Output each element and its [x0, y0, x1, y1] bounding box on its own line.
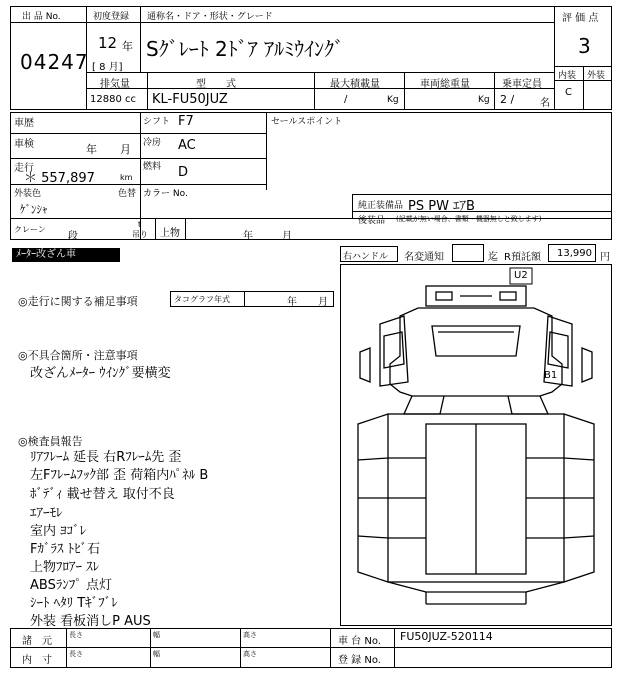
dims-label: 諸 元	[22, 636, 52, 647]
inspector-line: 左Fﾌﾚｰﾑﾌｯｸ部 歪 荷箱内ﾊﾟﾈﾙ B	[30, 468, 209, 483]
color-no-label: カラー No.	[143, 189, 188, 199]
crane-ton-t: t	[138, 220, 142, 229]
lot-no-label: 出 品 No.	[22, 12, 61, 22]
displacement: 12880 cc	[90, 94, 136, 105]
inspector-line: ﾘｱﾌﾚｰﾑ 延長 右Rﾌﾚｰﾑ先 歪	[30, 450, 182, 465]
inspector-line: 上物ﾌﾛｱｰ ｽﾚ	[30, 560, 100, 575]
fuel-label: 燃料	[143, 162, 162, 172]
inspector-line: 室内 ﾖｺﾞﾚ	[30, 524, 87, 539]
tacho-label: タコグラフ年式	[174, 295, 230, 304]
interior-label: 内装	[558, 71, 577, 81]
inspector-line: Fｶﾞﾗｽ ﾄﾋﾞ石	[30, 542, 101, 557]
gross-weight-label: 車両総重量	[420, 79, 470, 90]
km-unit: km	[120, 173, 133, 182]
platform-label: 上物	[160, 228, 180, 239]
max-load-label: 最大積載量	[330, 79, 380, 90]
shift: F7	[178, 114, 194, 129]
inspector-line: ｴｱｰﾓﾚ	[30, 506, 63, 521]
model-label: 型 式	[196, 79, 236, 90]
shift-label: シフト	[143, 117, 171, 127]
driving-notes-title: ◎走行に関する補足事項	[18, 295, 138, 308]
registration-label: 登 録 No.	[338, 655, 381, 666]
inspector-line: ﾎﾞﾃﾞｨ 載せ替え 取付不良	[30, 487, 175, 502]
vehicle-name: Sｸﾞﾚｰﾄ 2ﾄﾞｱ ｱﾙﾐｳｲﾝｸﾞ	[146, 37, 345, 61]
score-label: 評 価 点	[562, 13, 599, 24]
reg-month: [ 8 月]	[92, 62, 123, 73]
footer-box	[10, 628, 612, 668]
interior-grade: C	[565, 87, 572, 98]
reg-year: 12	[98, 34, 118, 52]
tacho-year-unit: 年	[287, 297, 297, 308]
width-label: 幅	[153, 631, 160, 639]
displacement-label: 排気量	[100, 79, 130, 90]
color: ｹﾞﾝｼｬ	[20, 203, 48, 216]
name-change-box	[452, 244, 484, 262]
first-reg-label: 初度登録	[93, 12, 130, 22]
vehicle-name-label: 通称名・ドア・形状・グレード	[147, 12, 273, 22]
yen-unit: 円	[600, 252, 610, 263]
inspector-line: 外装 看板消しP AUS	[30, 614, 151, 629]
score: 3	[578, 34, 591, 58]
platform-month-unit: 月	[282, 231, 292, 242]
damage-mark-u2: U2	[514, 270, 528, 281]
height-label: 高さ	[243, 650, 257, 658]
damage-mark-b1: B1	[544, 370, 558, 381]
right-hand-drive: 右ハンドル	[343, 252, 389, 262]
max-load-slash: /	[344, 94, 348, 105]
r-estimate-label: R預託額	[504, 252, 541, 263]
interior-dims-label: 内 寸	[22, 655, 52, 666]
length-label: 長さ	[69, 650, 83, 658]
equipment-label: 純正装備品	[358, 201, 404, 211]
chassis-label: 車 台 No.	[338, 636, 381, 647]
color-change-label: 色替	[118, 189, 137, 199]
color-label: 外装色	[14, 189, 42, 199]
inspection-month-unit: 月	[120, 143, 131, 156]
chassis-no: FU50JUZ-520114	[400, 630, 493, 643]
name-change-label: 名変通知	[404, 252, 444, 263]
defects-title: ◎不具合箇所・注意事項	[18, 349, 138, 362]
model: KL-FU50JUZ	[152, 92, 228, 107]
defects-text: 改ざんﾒｰﾀｰ ｳｲﾝｸﾞ要横変	[30, 366, 171, 381]
truck-diagram	[340, 264, 612, 626]
gross-weight-unit: Kg	[478, 95, 490, 105]
mileage: ＊ 557,897	[24, 171, 95, 186]
capacity-value: 2 /	[500, 93, 515, 106]
height-label: 高さ	[243, 631, 257, 639]
receipt-label: 迄	[488, 252, 498, 263]
tacho-month-unit: 月	[318, 297, 328, 308]
aftermarket-label: 後装品	[358, 216, 386, 226]
inspector-line: ｼｰﾄ ﾍﾀﾘ Tｷﾞﾌﾞﾚ	[30, 596, 118, 611]
inspection-label: 車検	[14, 139, 34, 150]
inspection-year-unit: 年	[86, 143, 97, 156]
crane-stage: 段	[68, 231, 78, 242]
crane-ton-label: 吊り	[132, 230, 148, 239]
selling-points-label: セールスポイント	[271, 117, 343, 127]
max-load-unit: Kg	[387, 95, 399, 105]
platform-year-unit: 年	[243, 231, 253, 242]
inspector-title: ◎検査員報告	[18, 435, 83, 448]
inspector-line: ABSﾗﾝﾌﾟ 点灯	[30, 578, 112, 593]
ac: AC	[178, 138, 196, 153]
equipment: PS PW ｴｱB	[408, 199, 475, 214]
width-label: 幅	[153, 650, 160, 658]
fuel: D	[178, 165, 189, 180]
lot-no: 04247	[20, 50, 89, 74]
mileage-label: 走行	[14, 163, 34, 174]
history-label: 車歴	[14, 118, 34, 129]
reg-year-unit: 年	[122, 40, 133, 53]
length-label: 長さ	[69, 631, 83, 639]
aftermarket-note: (記載が無い場合、書類・機器無しと致します)	[396, 215, 542, 223]
ac-label: 冷房	[143, 138, 162, 148]
crane-label: クレーン	[14, 225, 46, 234]
meter-tampered-badge: ﾒｰﾀｰ改ざん車	[12, 248, 120, 262]
exterior-label: 外装	[587, 71, 606, 81]
capacity-label: 乗車定員	[502, 79, 542, 90]
capacity-unit: 名	[540, 98, 550, 109]
r-estimate: 13,990	[557, 248, 592, 259]
